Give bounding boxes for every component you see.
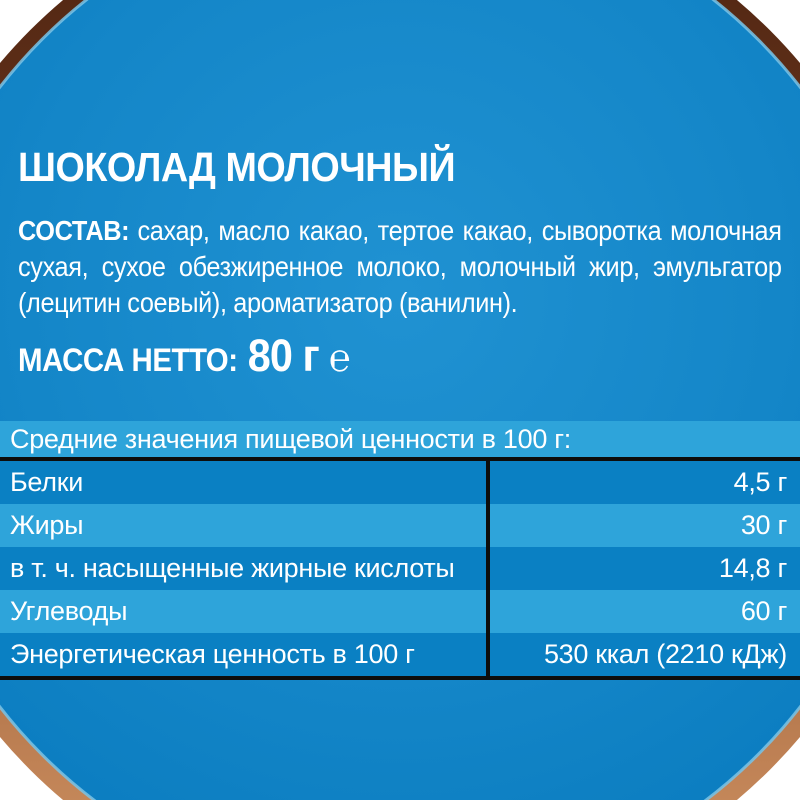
row-label: Энергетическая ценность в 100 г xyxy=(0,633,490,676)
row-label: Жиры xyxy=(0,504,490,547)
net-weight-label: МАССА НЕТТО: xyxy=(18,342,238,378)
composition-text: сахар, масло какао, тертое какао, сыворотка молочная сухая, сухое обезжиренное молоко, молочный жир, эмульгатор (лецитин соевый), ароматизатор (ванилин). xyxy=(18,215,782,318)
estimated-sign-icon: ℮ xyxy=(328,337,351,380)
net-weight-value: 80 г xyxy=(247,330,319,381)
table-row xyxy=(0,547,800,590)
table-row xyxy=(0,504,800,547)
row-label: Белки xyxy=(0,461,490,504)
table-row xyxy=(0,590,800,633)
row-value: 60 г xyxy=(740,596,787,626)
row-value: 530 ккал (2210 кДж) xyxy=(543,639,787,669)
composition-heading: СОСТАВ: xyxy=(18,215,130,246)
row-value: 4,5 г xyxy=(733,467,787,497)
net-weight-line xyxy=(18,330,800,382)
composition-paragraph xyxy=(18,213,782,321)
product-title: ШОКОЛАД МОЛОЧНЫЙ xyxy=(18,144,456,190)
row-value: 14,8 г xyxy=(718,553,787,583)
table-row xyxy=(0,633,800,676)
row-label: Углеводы xyxy=(0,590,490,633)
table-row xyxy=(0,461,800,504)
row-value: 30 г xyxy=(740,510,787,540)
nutrition-table xyxy=(0,457,800,680)
row-label: в т. ч. насыщенные жирные кислоты xyxy=(0,547,490,590)
nutrition-header-band: Средние значения пищевой ценности в 100 г: xyxy=(0,421,800,457)
